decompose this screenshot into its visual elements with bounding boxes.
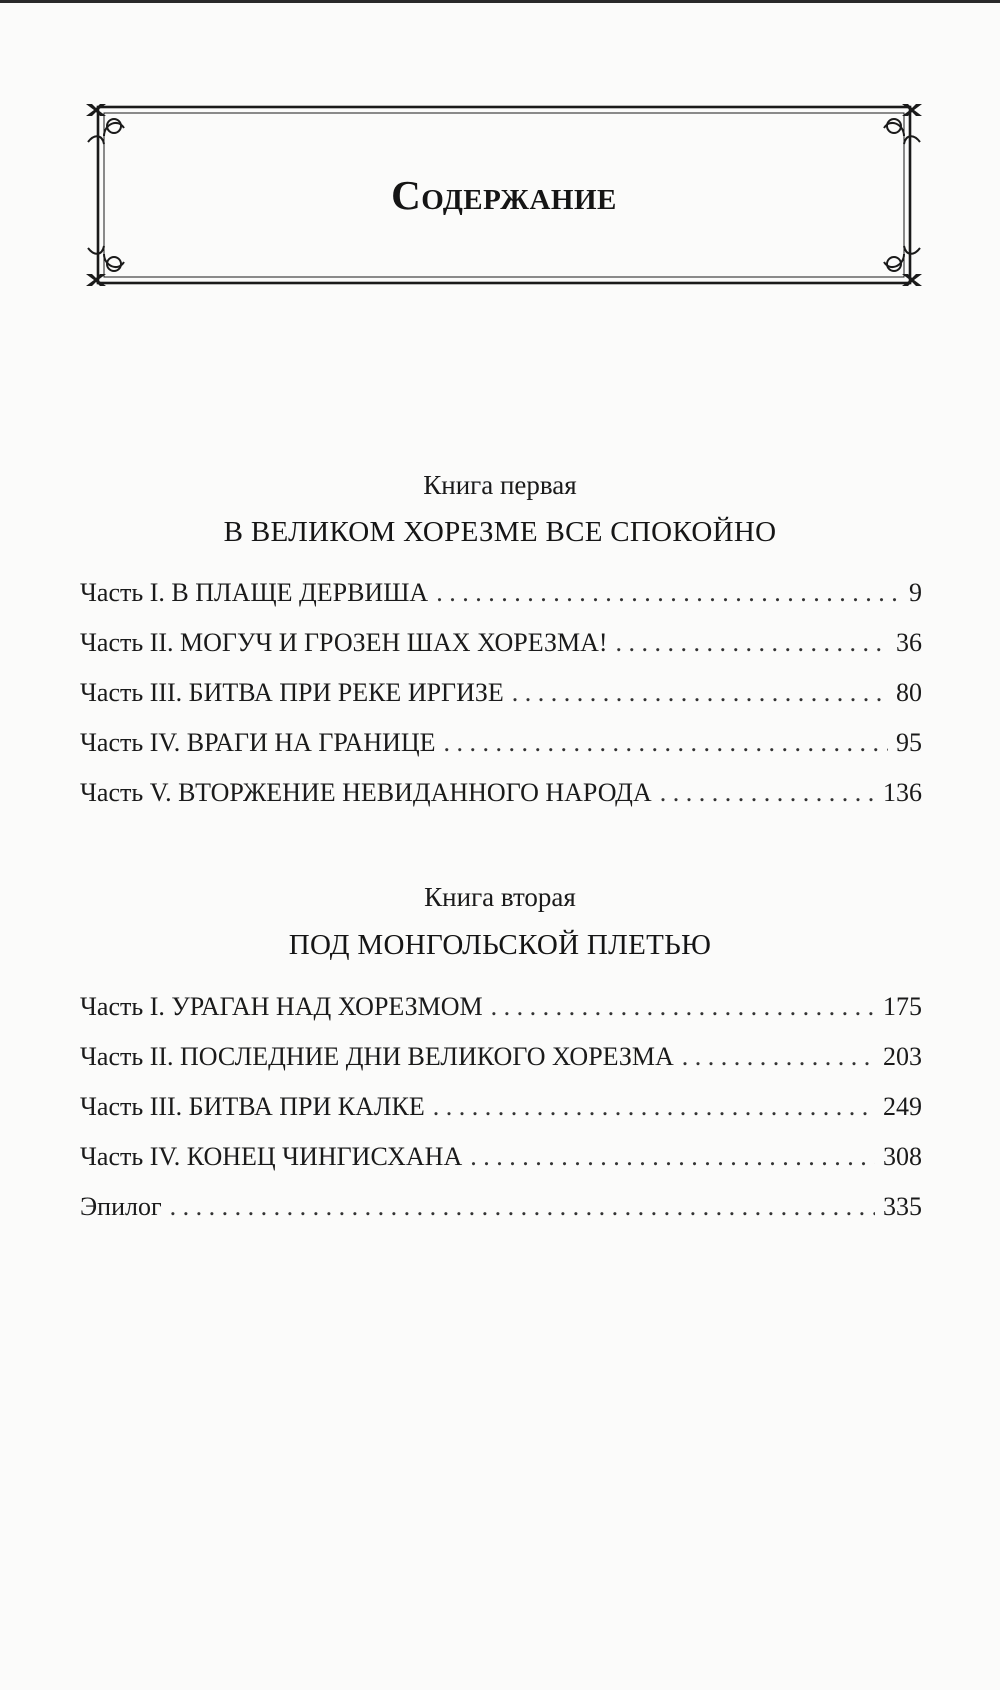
dot-leader bbox=[512, 678, 888, 708]
dot-leader bbox=[436, 578, 901, 608]
toc-entry[interactable] bbox=[80, 1092, 922, 1142]
toc-page-number: 95 bbox=[896, 728, 922, 757]
toc-entry[interactable] bbox=[80, 578, 922, 628]
toc-entry[interactable] bbox=[80, 1042, 922, 1092]
dot-leader bbox=[170, 1192, 875, 1222]
toc-entry-title: Часть V. ВТОРЖЕНИЕ НЕВИДАННОГО НАРОДА bbox=[80, 778, 652, 807]
toc-page-number: 308 bbox=[883, 1142, 922, 1171]
toc-entry[interactable] bbox=[80, 1192, 922, 1242]
toc-entry-title: Часть IV. КОНЕЦ ЧИНГИСХАНА bbox=[80, 1142, 463, 1171]
book-1-title: В ВЕЛИКОМ ХОРЕЗМЕ ВСЕ СПОКОЙНО bbox=[223, 516, 777, 548]
toc-entry-title: Часть I. В ПЛАЩЕ ДЕРВИША bbox=[80, 578, 429, 607]
dot-leader bbox=[491, 992, 875, 1022]
scan-edge bbox=[0, 0, 1000, 3]
toc-entry-title: Часть I. УРАГАН НАД ХОРЕЗМОМ bbox=[80, 992, 483, 1021]
toc-page-number: 175 bbox=[883, 992, 922, 1021]
book-2-title: ПОД МОНГОЛЬСКОЙ ПЛЕТЬЮ bbox=[288, 929, 712, 961]
toc-page-number: 9 bbox=[909, 578, 922, 607]
dot-leader bbox=[660, 778, 875, 808]
toc-entry[interactable] bbox=[80, 728, 922, 778]
toc-entry-title: Часть III. БИТВА ПРИ КАЛКЕ bbox=[80, 1092, 425, 1121]
book-1-label: Книга первая bbox=[423, 470, 577, 500]
toc-entry[interactable] bbox=[80, 778, 922, 828]
dot-leader bbox=[682, 1042, 875, 1072]
toc-page-number: 335 bbox=[883, 1192, 922, 1221]
toc-page-number: 36 bbox=[896, 628, 922, 657]
toc-entry-title: Часть III. БИТВА ПРИ РЕКЕ ИРГИЗЕ bbox=[80, 678, 504, 707]
book-1-toc bbox=[80, 578, 922, 828]
title-frame bbox=[84, 104, 924, 286]
toc-entry-title: Часть II. МОГУЧ И ГРОЗЕН ШАХ ХОРЕЗМА! bbox=[80, 628, 608, 657]
page-title: Содержание bbox=[391, 172, 617, 218]
dot-leader bbox=[433, 1092, 875, 1122]
toc-page-number: 249 bbox=[883, 1092, 922, 1121]
toc-entry[interactable] bbox=[80, 628, 922, 678]
dot-leader bbox=[616, 628, 888, 658]
dot-leader bbox=[444, 728, 888, 758]
toc-entry[interactable] bbox=[80, 992, 922, 1042]
toc-entry-title: Часть II. ПОСЛЕДНИЕ ДНИ ВЕЛИКОГО ХОРЕЗМА bbox=[80, 1042, 674, 1071]
toc-entry-title: Эпилог bbox=[80, 1192, 162, 1221]
book-2-toc bbox=[80, 992, 922, 1242]
toc-entry[interactable] bbox=[80, 1142, 922, 1192]
toc-page-number: 80 bbox=[896, 678, 922, 707]
toc-page-number: 203 bbox=[883, 1042, 922, 1071]
toc-entry-title: Часть IV. ВРАГИ НА ГРАНИЦЕ bbox=[80, 728, 436, 757]
toc-page-number: 136 bbox=[883, 778, 922, 807]
dot-leader bbox=[470, 1142, 875, 1172]
toc-entry[interactable] bbox=[80, 678, 922, 728]
book-2-label: Книга вторая bbox=[424, 882, 576, 912]
